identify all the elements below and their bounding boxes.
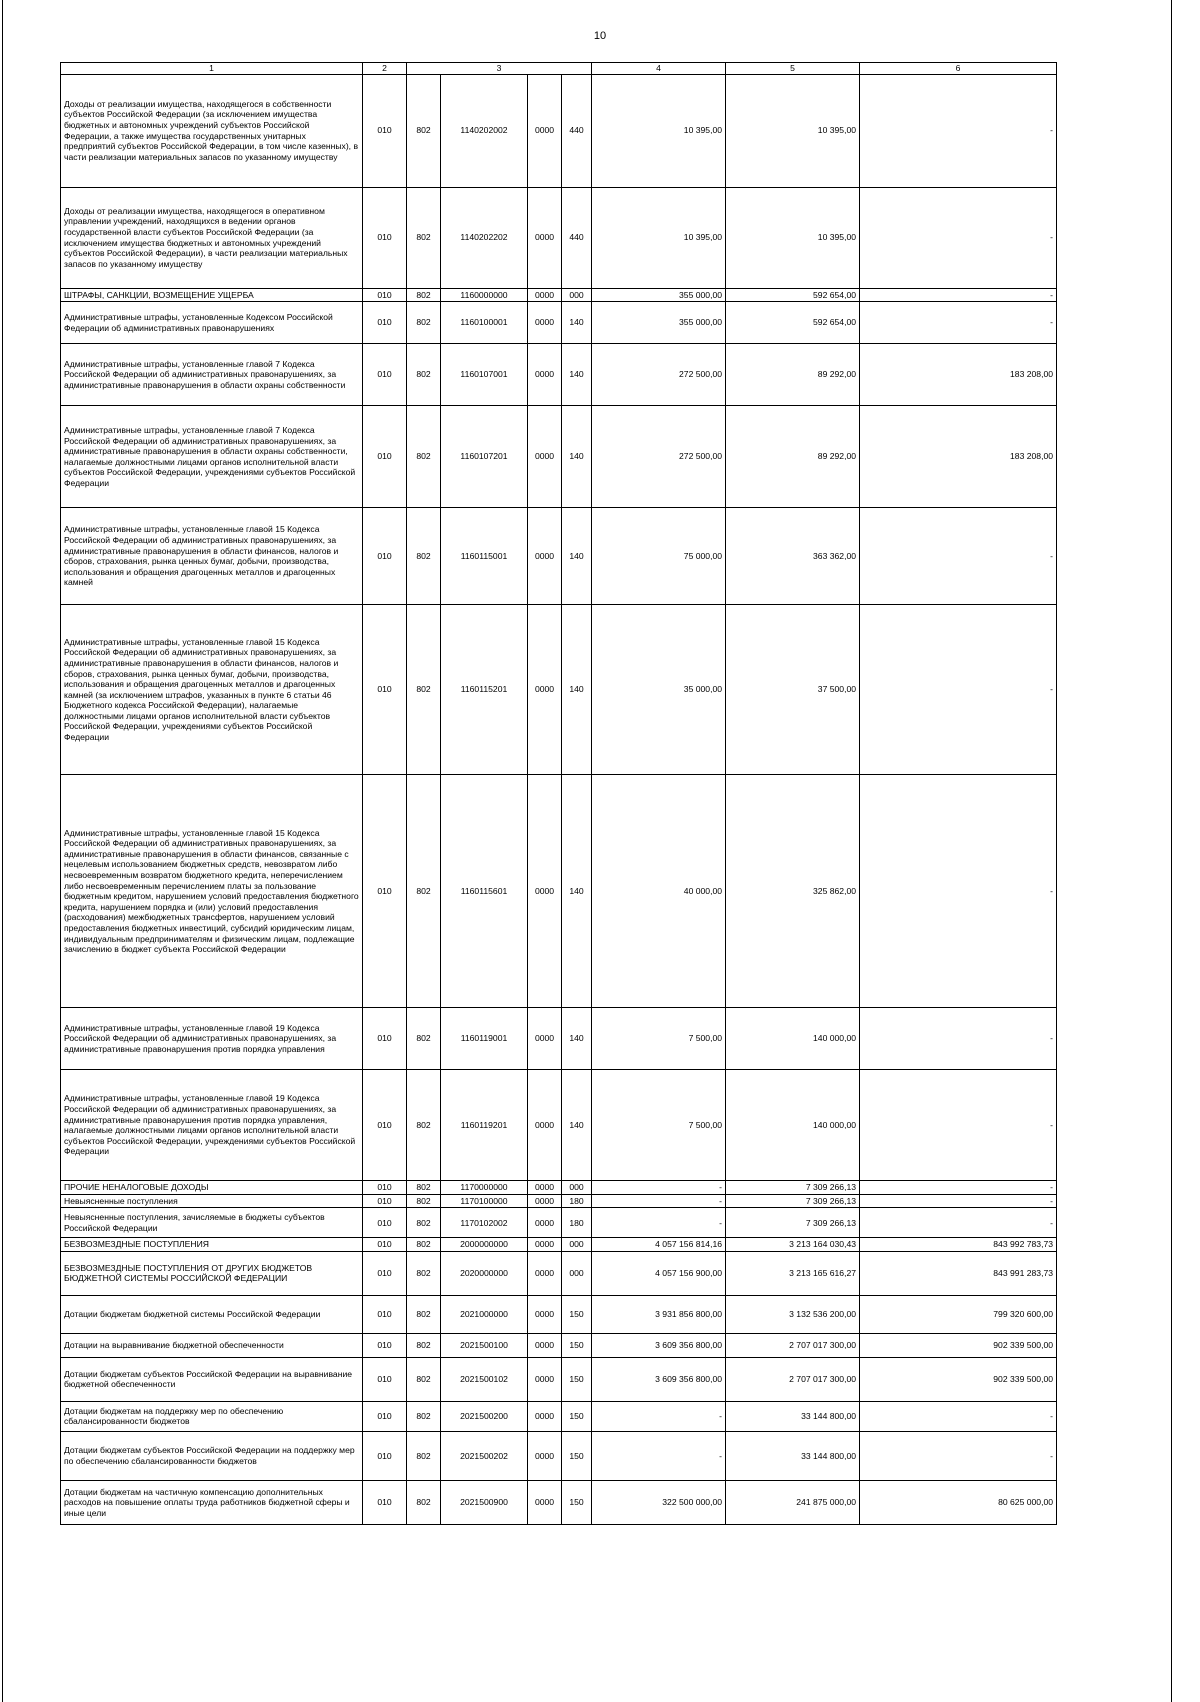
code-cell-5: 000 [562,288,592,302]
value-cell-col6: 183 208,00 [860,406,1057,508]
table-row [61,344,1057,406]
code-cell-1: 010 [363,1238,407,1252]
code-cell-5: 140 [562,605,592,775]
value-cell-col5: 363 362,00 [726,508,860,605]
table-row [61,1194,1057,1208]
value-cell-col4: - [592,1181,726,1195]
value-cell-col4: 40 000,00 [592,775,726,1008]
value-cell-col6: - [860,288,1057,302]
code-cell-2: 802 [407,1480,441,1524]
value-cell-col5: 3 132 536 200,00 [726,1295,860,1333]
row-name-cell: Административные штрафы, установленные главой 15 Кодекса Российской Федерации об административных правонарушениях, за административные правонарушения в области финансов, связанные с нецелевым использованием бюджетных средств, невозвратом либо несвоевременным возвратом бюджетного кредита, неперечислением либо несвоевременным перечислением платы за пользование бюджетным кредитом, нарушением условий предоставления бюджетного кредита, нарушением порядка и (или) условий предоставления (расходования) межбюджетных трансфертов, нарушением условий предоставления бюджетных инвестиций, субсидий юридическим лицам, индивидуальным предпринимателям и физическим лицам, подлежащие зачислению в бюджет субъекта Российской Федерации [61,775,363,1008]
column-number-header [61,63,1057,75]
code-cell-1: 010 [363,1251,407,1295]
value-cell-col6: - [860,775,1057,1008]
code-cell-4: 0000 [528,1208,562,1238]
code-cell-5: 180 [562,1208,592,1238]
table-row [61,775,1057,1008]
table-row [61,302,1057,344]
value-cell-col6: - [860,1008,1057,1070]
code-cell-2: 802 [407,288,441,302]
value-cell-col5: 140 000,00 [726,1008,860,1070]
value-cell-col4: 4 057 156 814,16 [592,1238,726,1252]
code-cell-1: 010 [363,508,407,605]
code-cell-5: 440 [562,74,592,187]
code-cell-4: 0000 [528,1008,562,1070]
value-cell-col4: - [592,1194,726,1208]
code-cell-4: 0000 [528,344,562,406]
code-cell-2: 802 [407,1295,441,1333]
value-cell-col4: - [592,1401,726,1431]
page-frame-left [2,0,3,1702]
code-cell-1: 010 [363,1295,407,1333]
code-cell-1: 010 [363,344,407,406]
code-cell-5: 140 [562,775,592,1008]
code-cell-3: 1160115201 [441,605,528,775]
value-cell-col4: - [592,1208,726,1238]
table-row [61,1333,1057,1357]
value-cell-col4: 355 000,00 [592,302,726,344]
code-cell-4: 0000 [528,406,562,508]
section-row [61,1251,1057,1295]
value-cell-col5: 3 213 164 030,43 [726,1238,860,1252]
code-cell-3: 1160107001 [441,344,528,406]
value-cell-col4: 272 500,00 [592,406,726,508]
value-cell-col4: 322 500 000,00 [592,1480,726,1524]
code-cell-5: 000 [562,1238,592,1252]
code-cell-5: 150 [562,1295,592,1333]
code-cell-3: 2000000000 [441,1238,528,1252]
code-cell-2: 802 [407,508,441,605]
row-name-cell: Административные штрафы, установленные главой 15 Кодекса Российской Федерации об административных правонарушениях, за административные правонарушения в области финансов, налогов и сборов, страхования, рынка ценных бумаг, добычи, производства, использования и обращения драгоценных металлов и драгоценных камней [61,508,363,605]
code-cell-4: 0000 [528,1181,562,1195]
code-cell-2: 802 [407,1401,441,1431]
row-name-cell: Дотации на выравнивание бюджетной обеспеченности [61,1333,363,1357]
code-cell-2: 802 [407,605,441,775]
code-cell-3: 1140202202 [441,187,528,288]
row-name-cell: Дотации бюджетам бюджетной системы Российской Федерации [61,1295,363,1333]
value-cell-col6: 843 991 283,73 [860,1251,1057,1295]
code-cell-4: 0000 [528,187,562,288]
value-cell-col6: - [860,1401,1057,1431]
code-cell-1: 010 [363,1431,407,1480]
code-cell-5: 140 [562,302,592,344]
header-cell: 6 [860,63,1057,75]
header-cell: 4 [592,63,726,75]
value-cell-col6: 843 992 783,73 [860,1238,1057,1252]
row-name-cell: Административные штрафы, установленные главой 7 Кодекса Российской Федерации об административных правонарушениях, за административные правонарушения в области охраны собственности, налагаемые должностными лицами органов исполнительной власти субъектов Российской Федерации, учреждениями субъектов Российской Федерации [61,406,363,508]
value-cell-col4: 3 609 356 800,00 [592,1333,726,1357]
table-row [61,1431,1057,1480]
code-cell-4: 0000 [528,775,562,1008]
section-row [61,288,1057,302]
value-cell-col4: 10 395,00 [592,187,726,288]
code-cell-4: 0000 [528,1238,562,1252]
row-name-cell: Доходы от реализации имущества, находящегося в оперативном управлении учреждений, находящихся в ведении органов государственной власти субъектов Российской Федерации (за исключением имущества бюджетных и автономных учреждений субъектов Российской Федерации), в части реализации материальных запасов по указанному имуществу [61,187,363,288]
value-cell-col5: 10 395,00 [726,187,860,288]
header-cell: 3 [407,63,592,75]
code-cell-2: 802 [407,74,441,187]
row-name-cell: Административные штрафы, установленные главой 19 Кодекса Российской Федерации об административных правонарушениях, за административные правонарушения против порядка управления [61,1008,363,1070]
code-cell-3: 1160115001 [441,508,528,605]
code-cell-3: 1160000000 [441,288,528,302]
code-cell-1: 010 [363,1208,407,1238]
value-cell-col6: 799 320 600,00 [860,1295,1057,1333]
code-cell-1: 010 [363,74,407,187]
value-cell-col4: 7 500,00 [592,1070,726,1181]
section-row [61,1181,1057,1195]
table-row [61,1008,1057,1070]
value-cell-col6: - [860,302,1057,344]
code-cell-4: 0000 [528,1431,562,1480]
table-row [61,1208,1057,1238]
code-cell-4: 0000 [528,1401,562,1431]
value-cell-col4: 3 609 356 800,00 [592,1357,726,1401]
code-cell-2: 802 [407,1208,441,1238]
value-cell-col6: 902 339 500,00 [860,1357,1057,1401]
code-cell-5: 140 [562,1070,592,1181]
code-cell-2: 802 [407,1251,441,1295]
header-cell: 5 [726,63,860,75]
page-number: 10 [593,30,607,42]
code-cell-2: 802 [407,1333,441,1357]
row-name-cell: Административные штрафы, установленные главой 7 Кодекса Российской Федерации об административных правонарушениях, за административные правонарушения в области охраны собственности [61,344,363,406]
section-row [61,1238,1057,1252]
value-cell-col6: - [860,187,1057,288]
value-cell-col5: 7 309 266,13 [726,1208,860,1238]
code-cell-2: 802 [407,187,441,288]
row-name-cell: Доходы от реализации имущества, находящегося в собственности субъектов Российской Федерации (за исключением имущества бюджетных и автономных учреждений субъектов Российской Федерации, а также имущества государственных унитарных предприятий субъектов Российской Федерации, в том числе казенных), в части реализации материальных запасов по указанному имуществу [61,74,363,187]
row-name-cell: БЕЗВОЗМЕЗДНЫЕ ПОСТУПЛЕНИЯ ОТ ДРУГИХ БЮДЖЕТОВ БЮДЖЕТНОЙ СИСТЕМЫ РОССИЙСКОЙ ФЕДЕРАЦИИ [61,1251,363,1295]
row-name-cell: Дотации бюджетам субъектов Российской Федерации на выравнивание бюджетной обеспеченности [61,1357,363,1401]
table-row [61,1295,1057,1333]
code-cell-1: 010 [363,1401,407,1431]
code-cell-2: 802 [407,406,441,508]
code-cell-3: 1170100000 [441,1194,528,1208]
value-cell-col4: 355 000,00 [592,288,726,302]
code-cell-5: 150 [562,1401,592,1431]
code-cell-2: 802 [407,775,441,1008]
value-cell-col5: 592 654,00 [726,302,860,344]
code-cell-3: 2020000000 [441,1251,528,1295]
code-cell-5: 000 [562,1181,592,1195]
table-row [61,605,1057,775]
code-cell-1: 010 [363,406,407,508]
code-cell-5: 150 [562,1480,592,1524]
code-cell-5: 140 [562,344,592,406]
value-cell-col5: 325 862,00 [726,775,860,1008]
code-cell-5: 180 [562,1194,592,1208]
code-cell-5: 000 [562,1251,592,1295]
code-cell-4: 0000 [528,605,562,775]
value-cell-col5: 89 292,00 [726,344,860,406]
code-cell-1: 010 [363,1008,407,1070]
code-cell-3: 2021500900 [441,1480,528,1524]
code-cell-4: 0000 [528,302,562,344]
value-cell-col5: 7 309 266,13 [726,1194,860,1208]
page-frame-right [1171,0,1172,1702]
code-cell-2: 802 [407,1008,441,1070]
row-name-cell: Дотации бюджетам субъектов Российской Федерации на поддержку мер по обеспечению сбалансированности бюджетов [61,1431,363,1480]
code-cell-3: 1160115601 [441,775,528,1008]
value-cell-col6: - [860,1181,1057,1195]
code-cell-3: 1170102002 [441,1208,528,1238]
row-name-cell: Невыясненные поступления, зачисляемые в бюджеты субъектов Российской Федерации [61,1208,363,1238]
value-cell-col6: 80 625 000,00 [860,1480,1057,1524]
code-cell-3: 2021500100 [441,1333,528,1357]
value-cell-col6: - [860,508,1057,605]
code-cell-4: 0000 [528,508,562,605]
table-row [61,508,1057,605]
code-cell-3: 1160107201 [441,406,528,508]
row-name-cell: БЕЗВОЗМЕЗДНЫЕ ПОСТУПЛЕНИЯ [61,1238,363,1252]
code-cell-2: 802 [407,302,441,344]
value-cell-col5: 241 875 000,00 [726,1480,860,1524]
value-cell-col5: 2 707 017 300,00 [726,1333,860,1357]
table-row [61,74,1057,187]
code-cell-2: 802 [407,1070,441,1181]
value-cell-col5: 37 500,00 [726,605,860,775]
code-cell-5: 140 [562,1008,592,1070]
code-cell-1: 010 [363,302,407,344]
value-cell-col5: 33 144 800,00 [726,1401,860,1431]
table-row [61,187,1057,288]
value-cell-col4: - [592,1431,726,1480]
value-cell-col4: 7 500,00 [592,1008,726,1070]
value-cell-col4: 35 000,00 [592,605,726,775]
code-cell-4: 0000 [528,1333,562,1357]
value-cell-col5: 140 000,00 [726,1070,860,1181]
value-cell-col4: 75 000,00 [592,508,726,605]
code-cell-5: 440 [562,187,592,288]
value-cell-col6: - [860,605,1057,775]
code-cell-4: 0000 [528,1194,562,1208]
value-cell-col5: 7 309 266,13 [726,1181,860,1195]
code-cell-2: 802 [407,1238,441,1252]
value-cell-col5: 2 707 017 300,00 [726,1357,860,1401]
code-cell-2: 802 [407,1357,441,1401]
code-cell-1: 010 [363,775,407,1008]
code-cell-3: 2021500200 [441,1401,528,1431]
code-cell-5: 140 [562,406,592,508]
value-cell-col4: 3 931 856 800,00 [592,1295,726,1333]
header-cell: 1 [61,63,363,75]
code-cell-2: 802 [407,1194,441,1208]
value-cell-col6: 183 208,00 [860,344,1057,406]
code-cell-3: 1160119001 [441,1008,528,1070]
row-name-cell: ПРОЧИЕ НЕНАЛОГОВЫЕ ДОХОДЫ [61,1181,363,1195]
code-cell-3: 1160100001 [441,302,528,344]
code-cell-1: 010 [363,605,407,775]
table-row [61,1070,1057,1181]
value-cell-col5: 3 213 165 616,27 [726,1251,860,1295]
code-cell-1: 010 [363,1194,407,1208]
code-cell-3: 1160119201 [441,1070,528,1181]
table-row [61,406,1057,508]
value-cell-col4: 10 395,00 [592,74,726,187]
code-cell-1: 010 [363,187,407,288]
table-row [61,1401,1057,1431]
code-cell-4: 0000 [528,1251,562,1295]
value-cell-col5: 592 654,00 [726,288,860,302]
code-cell-3: 2021000000 [441,1295,528,1333]
code-cell-5: 140 [562,508,592,605]
value-cell-col6: - [860,74,1057,187]
code-cell-3: 2021500102 [441,1357,528,1401]
row-name-cell: Административные штрафы, установленные Кодексом Российской Федерации об административных правонарушениях [61,302,363,344]
value-cell-col6: 902 339 500,00 [860,1333,1057,1357]
code-cell-5: 150 [562,1333,592,1357]
row-name-cell: Дотации бюджетам на поддержку мер по обеспечению сбалансированности бюджетов [61,1401,363,1431]
value-cell-col5: 33 144 800,00 [726,1431,860,1480]
code-cell-1: 010 [363,1333,407,1357]
revenue-table [60,62,1057,1525]
code-cell-4: 0000 [528,1357,562,1401]
value-cell-col5: 10 395,00 [726,74,860,187]
table-row [61,1480,1057,1524]
code-cell-1: 010 [363,1480,407,1524]
value-cell-col6: - [860,1208,1057,1238]
row-name-cell: ШТРАФЫ, САНКЦИИ, ВОЗМЕЩЕНИЕ УЩЕРБА [61,288,363,302]
code-cell-4: 0000 [528,74,562,187]
table-row [61,1357,1057,1401]
code-cell-1: 010 [363,1070,407,1181]
code-cell-3: 2021500202 [441,1431,528,1480]
code-cell-3: 1170000000 [441,1181,528,1195]
code-cell-2: 802 [407,1431,441,1480]
value-cell-col6: - [860,1431,1057,1480]
value-cell-col4: 4 057 156 900,00 [592,1251,726,1295]
value-cell-col4: 272 500,00 [592,344,726,406]
code-cell-5: 150 [562,1431,592,1480]
row-name-cell: Дотации бюджетам на частичную компенсацию дополнительных расходов на повышение оплаты труда работников бюджетной сферы и иные цели [61,1480,363,1524]
value-cell-col6: - [860,1070,1057,1181]
code-cell-4: 0000 [528,1295,562,1333]
code-cell-5: 150 [562,1357,592,1401]
code-cell-1: 010 [363,288,407,302]
row-name-cell: Административные штрафы, установленные главой 15 Кодекса Российской Федерации об административных правонарушениях, за административные правонарушения в области финансов, налогов и сборов, страхования, рынка ценных бумаг, добычи, производства, использования и обращения драгоценных металлов и драгоценных камней (за исключением штрафов, указанных в пункте 6 статьи 46 Бюджетного кодекса Российской Федерации), налагаемые должностными лицами органов исполнительной власти субъектов Российской Федерации, учреждениями субъектов Российской Федерации [61,605,363,775]
code-cell-1: 010 [363,1181,407,1195]
value-cell-col5: 89 292,00 [726,406,860,508]
row-name-cell: Невыясненные поступления [61,1194,363,1208]
code-cell-1: 010 [363,1357,407,1401]
row-name-cell: Административные штрафы, установленные главой 19 Кодекса Российской Федерации об административных правонарушениях, за административные правонарушения против порядка управления, налагаемые должностными лицами органов исполнительной власти субъектов Российской Федерации, учреждениями субъектов Российской Федерации [61,1070,363,1181]
header-cell: 2 [363,63,407,75]
code-cell-4: 0000 [528,288,562,302]
code-cell-2: 802 [407,344,441,406]
code-cell-4: 0000 [528,1480,562,1524]
code-cell-4: 0000 [528,1070,562,1181]
code-cell-2: 802 [407,1181,441,1195]
value-cell-col6: - [860,1194,1057,1208]
code-cell-3: 1140202002 [441,74,528,187]
